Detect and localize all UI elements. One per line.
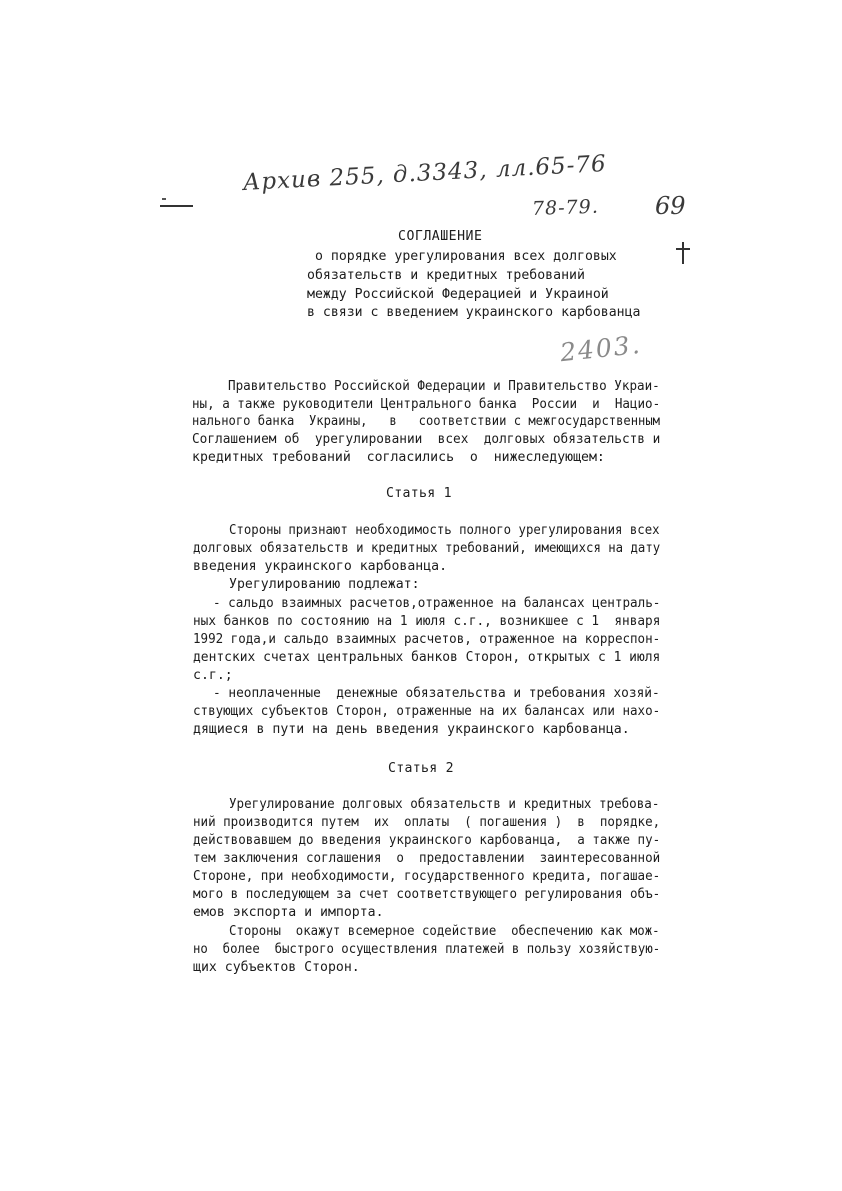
article-2-line: но более быстрого осуществления платежей в пользу хозяйствую-: [193, 942, 661, 957]
preamble-line: Правительство Российской Федерации и Правительство Украи-: [228, 379, 660, 394]
subtitle-line: в связи с введением украинского карбованца: [307, 305, 641, 320]
article-1-line: Урегулированию подлежат:: [229, 577, 420, 592]
archive-reference-handwritten: Архив 255, д.3343, лл.65-76: [242, 150, 608, 196]
article-2-heading: Статья 2: [388, 761, 454, 776]
plus-mark: [676, 242, 690, 256]
article-1-line: с.г.;: [193, 668, 233, 683]
article-1-heading: Статья 1: [386, 486, 452, 501]
article-1-line: дентских счетах центральных банков Сторон, открытых с 1 июля: [193, 650, 661, 665]
article-1-line: - сальдо взаимных расчетов,отраженное на балансах централь-: [213, 596, 661, 611]
article-1-line: ствующих субъектов Сторон, отраженные на их балансах или нахо-: [193, 704, 661, 719]
article-2-line: ний производится путем их оплаты ( погашения ) в порядке,: [193, 815, 661, 830]
article-2-line: действовавшем до введения украинского карбованца, а также пу-: [193, 833, 661, 848]
archive-reference-continuation: 78-79.: [531, 195, 600, 220]
folio-stamp: 2403.: [558, 329, 643, 368]
article-1-line: Стороны признают необходимость полного урегулирования всех: [229, 523, 660, 538]
article-2-line: Урегулирование долговых обязательств и кредитных требова-: [229, 797, 660, 812]
subtitle-line: между Российской Федерацией и Украиной: [307, 287, 609, 302]
article-1-line: долговых обязательств и кредитных требований, имеющихся на дату: [193, 541, 661, 556]
margin-scribble-mark: [160, 205, 193, 207]
article-2-line: Стороны окажут всемерное содействие обеспечению как мож-: [229, 924, 660, 939]
subtitle-line: обязательств и кредитных требований: [307, 268, 585, 283]
article-2-line: емов экспорта и импорта.: [193, 905, 384, 920]
preamble-line: нального банка Украины, в соответствии с межгосударственным: [192, 414, 660, 429]
article-2-line: мого в последующем за счет соответствующего регулирования объ-: [193, 887, 661, 902]
preamble-line: ны, а также руководители Центрального банка России и Нацио-: [192, 397, 661, 412]
article-1-line: дящиеся в пути на день введения украинского карбованца.: [193, 722, 630, 737]
article-2-line: тем заключения соглашения о предоставлении заинтересованной: [193, 851, 661, 866]
article-2-line: щих субъектов Сторон.: [193, 960, 360, 975]
preamble-line: Соглашением об урегулировании всех долговых обязательств и: [192, 432, 661, 447]
article-1-line: введения украинского карбованца.: [193, 559, 448, 574]
article-2-line: Стороне, при необходимости, государственного кредита, погашае-: [193, 869, 661, 884]
page-number: 69: [655, 192, 686, 220]
article-1-line: ных банков по состоянию на 1 июля с.г., возникшее с 1 января: [193, 614, 661, 629]
document-title: СОГЛАШЕНИЕ: [398, 229, 483, 244]
preamble-line: кредитных требований согласились о нижеследующем:: [192, 450, 605, 465]
article-1-line: - неоплаченные денежные обязательства и требования хозяй-: [213, 686, 660, 701]
subtitle-line: о порядке урегулирования всех долговых: [315, 249, 617, 264]
article-1-line: 1992 года,и сальдо взаимных расчетов, отраженное на корреспон-: [193, 632, 661, 647]
